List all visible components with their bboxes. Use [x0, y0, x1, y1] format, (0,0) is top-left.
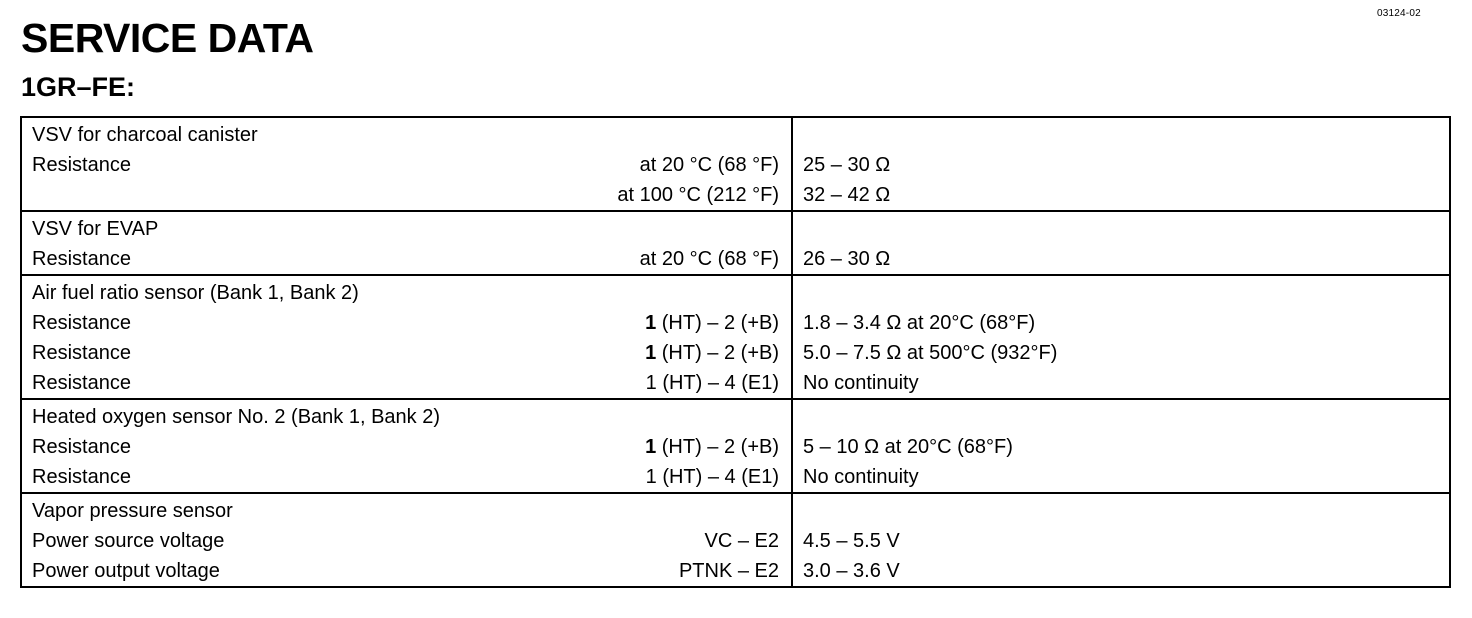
terminal-number: 1 [645, 312, 657, 334]
section-heading: Air fuel ratio sensor (Bank 1, Bank 2) [32, 282, 359, 304]
row-value: 32 – 42 Ω [803, 184, 891, 206]
page-title: SERVICE DATA [21, 15, 314, 61]
row-value: 26 – 30 Ω [803, 248, 891, 270]
row-condition [645, 432, 779, 462]
row-value: 5.0 – 7.5 Ω at 500°C (932°F) [803, 342, 1058, 364]
section-heading: VSV for charcoal canister [32, 124, 258, 146]
terminal-pair: (HT) – 2 (+B) [656, 436, 779, 458]
row-condition: at 100 °C (212 °F) [617, 184, 779, 206]
row-label: Resistance [32, 466, 131, 488]
section-heading: VSV for EVAP [32, 218, 159, 240]
row-condition: VC – E2 [704, 530, 779, 552]
spec-cell [21, 399, 792, 493]
row-condition: at 20 °C (68 °F) [639, 248, 779, 270]
row-label: Resistance [32, 312, 131, 334]
row-condition: 1 (HT) – 4 (E1) [645, 372, 779, 394]
row-condition: PTNK – E2 [678, 560, 779, 582]
row-label: Power output voltage [32, 560, 220, 582]
row-label: Resistance [32, 372, 131, 394]
table-section [21, 275, 1450, 399]
row-condition: at 20 °C (68 °F) [639, 154, 779, 176]
spec-row [22, 150, 791, 180]
row-value: 1.8 – 3.4 Ω at 20°C (68°F) [803, 312, 1036, 334]
section-heading-line [22, 278, 791, 308]
row-label: Resistance [32, 154, 131, 176]
row-condition [645, 338, 779, 368]
value-cell [792, 399, 1450, 493]
section-heading-line [22, 496, 791, 526]
section-heading-line [22, 402, 791, 432]
engine-code-subtitle: 1GR–FE: [21, 72, 136, 102]
row-condition: 1 (HT) – 4 (E1) [645, 466, 779, 488]
row-value: 4.5 – 5.5 V [803, 530, 900, 552]
table-section [21, 399, 1450, 493]
row-value: 3.0 – 3.6 V [803, 560, 900, 582]
terminal-number: 1 [645, 436, 657, 458]
row-value: 25 – 30 Ω [803, 154, 891, 176]
value-cell [792, 493, 1450, 587]
value-cell [792, 211, 1450, 275]
row-condition [645, 308, 779, 338]
spec-row [22, 556, 791, 586]
row-value: 5 – 10 Ω at 20°C (68°F) [803, 436, 1013, 458]
spec-row [22, 308, 791, 338]
spec-row [22, 432, 791, 462]
table-section [21, 211, 1450, 275]
section-heading-line [22, 214, 791, 244]
table-section [21, 493, 1450, 587]
section-heading-line [22, 120, 791, 150]
row-label: Resistance [32, 342, 131, 364]
document-code: 03124-02 [1377, 8, 1421, 19]
spec-row [22, 526, 791, 556]
table-section [21, 117, 1450, 211]
terminal-pair: (HT) – 2 (+B) [656, 312, 779, 334]
spec-cell [21, 211, 792, 275]
value-cell [792, 275, 1450, 399]
spec-row [22, 338, 791, 368]
row-value: No continuity [803, 466, 919, 488]
service-data-table [20, 116, 1451, 588]
spec-row [22, 180, 791, 210]
section-heading: Vapor pressure sensor [32, 500, 233, 522]
spec-cell [21, 117, 792, 211]
spec-row [22, 244, 791, 274]
row-label: Power source voltage [32, 530, 225, 552]
terminal-pair: (HT) – 2 (+B) [656, 342, 779, 364]
spec-cell [21, 275, 792, 399]
terminal-number: 1 [645, 342, 657, 364]
spec-row [22, 368, 791, 398]
spec-cell [21, 493, 792, 587]
spec-row [22, 462, 791, 492]
section-heading: Heated oxygen sensor No. 2 (Bank 1, Bank 2) [32, 406, 441, 428]
row-label: Resistance [32, 436, 131, 458]
value-cell [792, 117, 1450, 211]
row-label: Resistance [32, 248, 131, 270]
row-value: No continuity [803, 372, 919, 394]
